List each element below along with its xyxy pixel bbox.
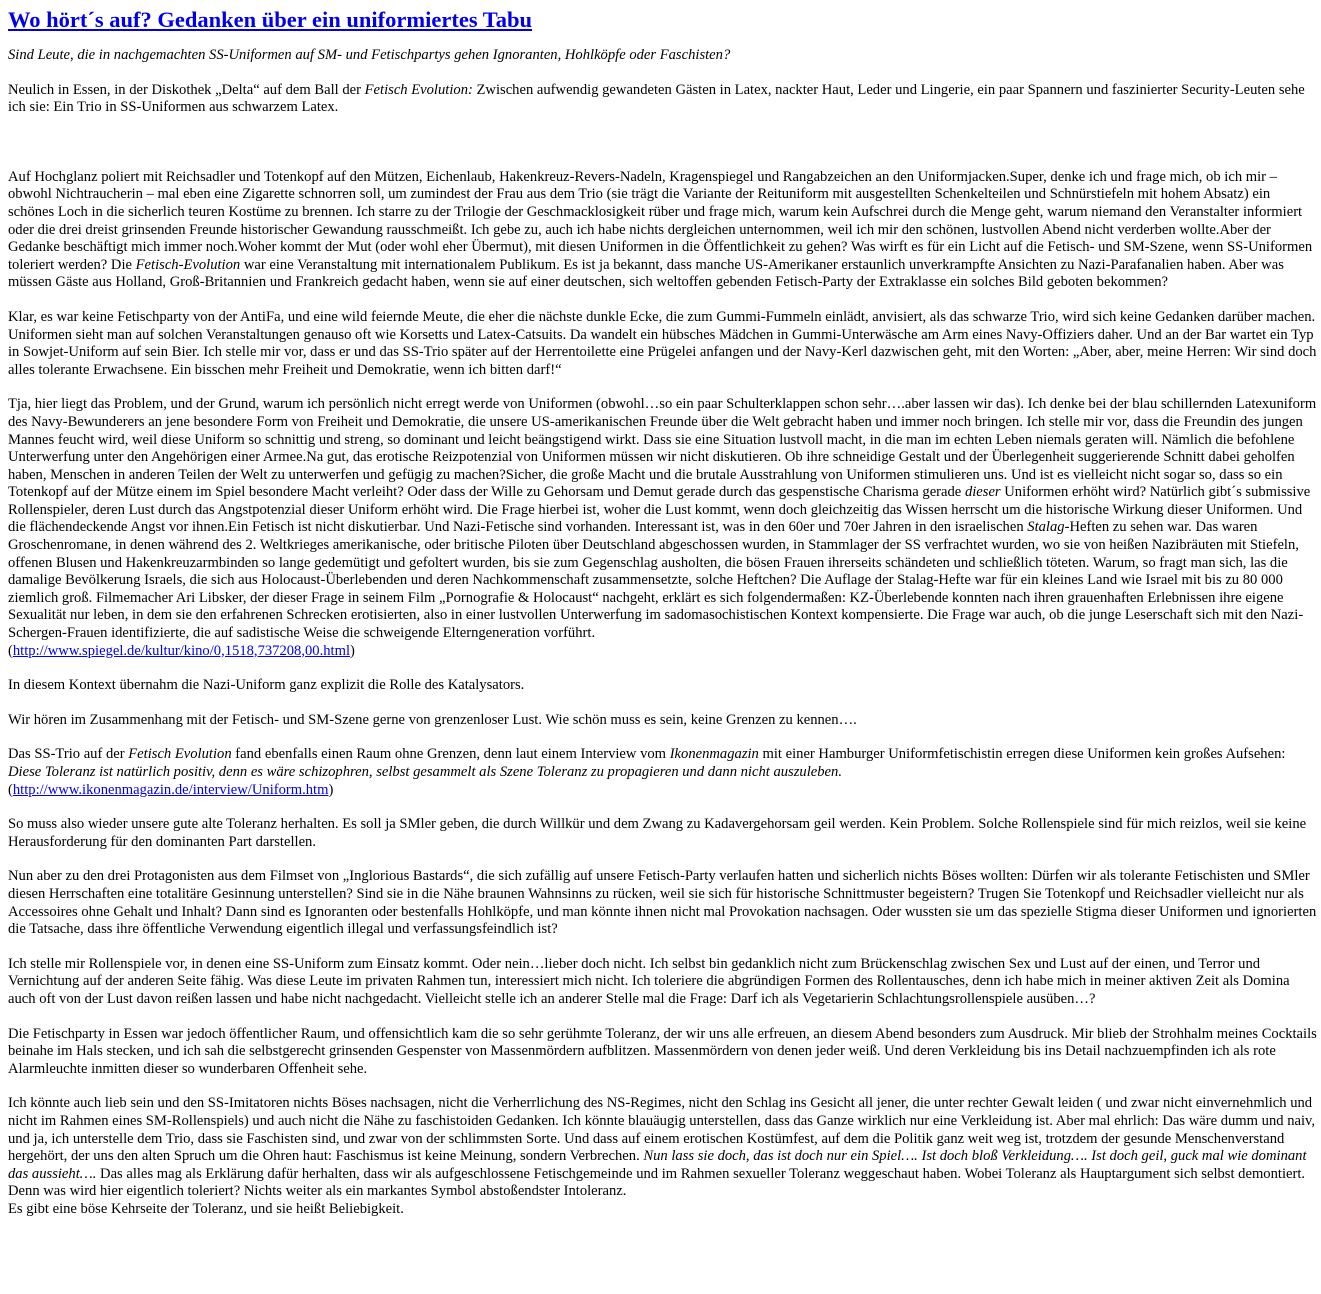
p4-link-open: ( [8,642,13,659]
paragraph-7 [8,746,1317,799]
paragraph-2 [8,169,1317,292]
p12-text-d: Es gibt eine böse Kehrseite der Toleranz, und sie heißt Beliebigkeit. [8,1200,404,1217]
p12-emph-b: Nun lass sie doch, das ist doch nur ein Spiel…. Ist doch bloß Verkleidung…. Ist doch geil, guck mal wie dominant das aussieht…. [8,1148,1307,1182]
ikonenmagazin-source-link[interactable]: http://www.ikonenmagazin.de/interview/Uniform.htm [12,781,329,798]
title-link[interactable]: Wo hört´s auf? Gedanken über ein uniformiertes Tabu [8,7,533,32]
p7-emph-b: Fetisch Evolution [128,746,232,763]
p1-text-c: Zwischen aufwendig gewandeten Gästen in Latex, nackter Haut, Leder und Lingerie, ein paar Spannern und faszinierter Security-Leuten sehe ich sie: Ein Trio in SS-Uniformen aus schwarzem Latex. [8,81,1305,116]
paragraph-5: In diesem Kontext übernahm die Nazi-Uniform ganz explizit die Rolle des Katalysators. [8,677,525,694]
paragraph-10: Ich stelle mir Rollenspiele vor, in denen eine SS-Uniform zum Einsatz kommt. Oder nein…lieber doch nicht. Ich selbst bin gedanklich nicht zum Brückenschlag zwischen Sex und Lust auf der einen, und Terror und Vernichtung auf der anderen Seite fähig. Was diese Leute im privaten Rahmen tun, interessiert mich nicht. Ich toleriere die abgründigen Formen des Rollentausches, denn ich habe mich in meiner aktiven Zeit als Domina auch oft von der Lust davon reißen lassen und habe nicht nachgedacht. Vielleicht stelle ich an anderer Stelle mal die Frage: Darf ich als Vegetarierin Schlachtungsrollenspiele ausüben…? [8,955,1290,1007]
p7-text-a: Das SS-Trio auf der [8,746,129,763]
paragraph-1 [8,82,1317,117]
p7-emph-d: Ikonenmagazin [669,746,759,763]
p7-quote-f: Diese Toleranz ist natürlich positiv, denn es wäre schizophren, selbst gesammelt als Szene Toleranz zu propagieren und dann nicht auszuleben. [8,764,842,780]
paragraph-4 [8,396,1317,660]
paragraph-6: Wir hören im Zusammenhang mit der Fetisch- und SM-Szene gerne von grenzenloser Lust. Wie schön muss es sein, keine Grenzen zu kennen…. [8,711,857,728]
p1-text-a: Neulich in Essen, in der Diskothek „Delta“ auf dem Ball der [8,81,365,98]
p4-text-a: Tja, hier liegt das Problem, und der Grund, warum ich persönlich nicht erregt werde von Uniformen (obwohl…so ein paar Schulterklappen schon sehr….aber lassen wir das). Ich denke bei der blau schillernden Latexuniform des Navy-Bewunderers an jene besondere Form von Freiheit und Demokratie, die unsere US-amerikanischen Freunde über die Welt gebracht haben und immer noch bringen. Ich stelle mir vor, dass die Freundin des jungen Mannes feucht wird, weil diese Uniform so schnittig und streng, so dominant und leicht beängstigend wirkt. Dass sie eine Situation lustvoll macht, in die man im echten Leben niemals geraten will. Nämlich die befohlene Unterwerfung unter den Angehörigen einer Armee.Na gut, das erotische Reizpotenzial von Uniformen müssen wir nicht diskutieren. Ob ihre schneidige Gestalt und der Überlegenheit suggerierende Schnitt dabei geholfen haben, Menschen in anderen Teilen der Welt zu unterwerfen und gefügig zu machen?Sicher, die große Macht und die brutale Ausstrahlung von Uniformen stimulieren uns. Und ist es vielleicht nicht sogar so, dass so ein Totenkopf auf der Mütze einem im Spiel besondere Macht verleiht? Oder dass der Wille zu Gehorsam und Demut gerade durch das gespenstische Charisma gerade [8,396,1317,501]
p4-emph-b: dieser [964,484,1001,501]
p12-text-a: Ich könnte auch lieb sein und den SS-Imitatoren nichts Böses nachsagen, nicht die Verherrlichung des NS-Regimes, nicht den Schlag ins Gesicht all jener, die unter rechter Gewalt leiden ( und zwar nicht einvernehmlich und nicht im Rahmen eines SM-Rollenspiels) und auch nicht die Nähe zu faschistoiden Gedanken. Ich könnte blauäugig unterstellen, dass das Ganze wirklich nur eine Verkleidung ist. Aber mal ehrlich: Das wäre dumm und naiv, und ja, ich unterstelle dem Trio, dass sie Faschisten sind, und zwar von der schlimmsten Sorte. Und dass auf einem erotischen Kostümfest, auf dem die Politik ganz weit weg ist, trotzdem der gesunde Menschenverstand hergehört, der uns den alten Spruch um die Ohren haut: Faschismus ist keine Meinung, sondern Verbrechen. [8,1095,1316,1165]
p7-link-close: ) [328,781,334,798]
page-title [8,6,1317,33]
article-subtitle: Sind Leute, die in nachgemachten SS-Uniformen auf SM- und Fetischpartys gehen Ignoranten, Hohlköpfe oder Faschisten? [8,47,731,63]
paragraph-8: So muss also wieder unsere gute alte Toleranz herhalten. Es soll ja SMler geben, die durch Willkür und dem Zwang zu Kadavergehorsam geil werden. Kein Problem. Solche Rollenspiele sind für mich reizlos, weil sie keine Herausforderung für den dominanten Part darstellen. [8,816,1307,850]
spiegel-source-link[interactable]: http://www.spiegel.de/kultur/kino/0,1518,737208,00.html [12,642,350,659]
paragraph-11: Die Fetischparty in Essen war jedoch öffentlicher Raum, und offensichtlich kam die so sehr gerühmte Toleranz, der wir uns alle erfreuen, an diesem Abend besonders zum Ausdruck. Mir blieb der Strohhalm meines Cocktails beinahe im Hals stecken, und ich sah die selbstgerecht grinsenden Gespenster von Massenmördern aufblitzen. Massenmördern von denen jeder weiß. Und deren Verkleidung bis ins Detail nachzuempfinden ich als rote Alarmleuchte inmitten dieser so wunderbaren Offenheit sehe. [8,1025,1317,1077]
paragraph-9: Nun aber zu den drei Protagonisten aus dem Filmset von „Inglorious Bastards“, die sich zufällig auf unsere Fetisch-Party verlaufen hatten und sicherlich nichts Böses wollten: Dürfen wir als tolerante Fetischisten und SMler diesen Herrschaften eine totalitäre Gesinnung unterstellen? Sind sie in die Nähe braunen Wahnsinns zu rücken, weil sie sich für historische Schnittmuster begeistern? Trugen Sie Totenkopf und Reichsadler vielleicht nur als Accessoires ohne Gehalt und Inhalt? Dann sind es Ignoranten oder bestenfalls Hohlköpfe, und man könnte ihnen nicht mal Provokation nachsagen. Oder wussten sie um das spezielle Stigma dieser Uniformen und ignorierten die Tatsache, dass ihre öffentliche Verwendung eigentlich illegal und verfassungsfeindlich ist? [8,868,1317,938]
p2-emph-b: Fetisch-Evolution [135,256,241,273]
p7-text-e: mit einer Hamburger Uniformfetischistin erregen diese Uniformen kein großes Aufsehen: [758,746,1286,763]
p2-text-a: Auf Hochglanz poliert mit Reichsadler und Totenkopf auf den Mützen, Eichenlaub, Hakenkreuz-Revers-Nadeln, Kragenspiegel und Rangabzeichen an den Uniformjacken.Super, denke ich und frage mich, ob ich mir – obwohl Nichtraucherin – mal eben eine Zigarette schnorren soll, um zumindest der Frau aus dem Trio (sie trägt die Variante der Reituniform mit ausgestellten Schenkelteilen und Schnürstiefeln mit hohem Absatz) ein schönes Loch in die sicherlich teuren Kostüme zu brennen. Ich starre zu der Trilogie der Geschmacklosigkeit rüber und frage mich, warum kein Aufschrei durch die Menge geht, warum niemand den Veranstalter informiert oder die drei dreist grinsenden Freunde historischer Gewandung rausschmeißt. Ich gebe zu, auch ich habe nichts dergleichen unternommen, weil ich mir den schönen, lustvollen Abend nicht verderben wollte.Aber der Gedanke beschäftigt mich immer noch.Woher kommt der Mut (oder wohl eher Übermut), mit diesen Uniformen in die Öffentlichkeit zu gehen? Was wirft es für ein Licht auf die Fetisch- und SM-Szene, wenn SS-Uniformen toleriert werden? Die [8,168,1313,273]
paragraph-12 [8,1095,1317,1218]
p7-link-open: ( [8,781,13,798]
p1-emph-b: Fetisch Evolution: [364,81,473,98]
p7-text-c: fand ebenfalls einen Raum ohne Grenzen, denn laut einem Interview vom [231,746,670,763]
p4-text-c: Uniformen erhöht wird? Natürlich gibt´s submissive Rollenspieler, deren Lust durch das Angstpotenzial dieser Uniform erhöht wird. Die Frage hierbei ist, woher die Lust kommt, wenn doch gleichzeitig das Wissen herrscht um die historische Wirkung dieser Uniformen. Und die flächendeckende Angst vor ihnen.Ein Fetisch ist nicht diskutierbar. Und Nazi-Fetische sind vorhanden. Interessant ist, was in den 60er und 70er Jahren in den israelischen [8,484,1311,536]
p4-emph-d: Stalag [1027,519,1065,536]
p12-text-c: Das alles mag als Erklärung dafür herhalten, dass wir als aufgeschlossene Fetischgemeinde und im Rahmen sexueller Toleranz weggeschaut haben. Wobei Toleranz als Hauptargument sich selbst demontiert. Denn was wird hier eigentlich toleriert? Nichts weiter als ein markantes Symbol abstoßendster Intoleranz. [8,1165,1306,1200]
paragraph-3: Klar, es war keine Fetischparty von der AntiFa, und eine wild feiernde Meute, die eher die nächste dunkle Ecke, die zum Gummi-Fummeln einlädt, anvisiert, als das schwarze Trio, wird sich keine Gedanken darüber machen. Uniformen sieht man auf solchen Veranstaltungen genauso oft wie Korsetts und Latex-Catsuits. Da wandelt ein hübsches Mädchen in Gummi-Unterwäsche am Arm eines Navy-Offiziers daher. Und an der Bar wartet ein Typ in Sowjet-Uniform auf sein Bier. Ich stelle mir vor, dass er und das SS-Trio später auf der Herrentoilette eine Prügelei anfangen und der Navy-Kerl dazwischen geht, mit den Worten: „Aber, aber, meine Herren: Wir sind doch alles tolerante Erwachsene. Ein bisschen mehr Freiheit und Demokratie, wenn ich bitten darf!“ [8,308,1317,378]
p2-text-c: war eine Veranstaltung mit internationalem Publikum. Es ist ja bekannt, dass manche US-Amerikaner erstaunlich unverkrampfte Ansichten zu Nazi-Parafanalien haben. Aber was müssen Gäste aus Holland, Groß-Britannien und Frankreich gedacht haben, wenn sie auf einer deutschen, sich weltoffen gebenden Fetisch-Party der Extraklasse ein solches Bild geboten bekommen? [8,256,1284,291]
p4-text-e: -Heften zu sehen war. Das waren Groschenromane, in denen während des 2. Weltkrieges amerikanische, oder britische Piloten über Deutschland abgeschossen wurden, in Stammlager der SS verfrachtet wurden, wo sie von heißen Nazibräuten mit Stiefeln, offenen Blusen und Hakenkreuzarmbinden so lange gedemütigt und gefoltert wurden, bis sie zum Gegenschlag ausholten, die bösen Frauen ihrerseits schändeten und schließlich töteten. Warum, so fragt man sich, las die damalige Bevölkerung Israels, die sich aus Holocaust-Überlebenden und deren Nachkommenschaft zusammensetzte, solche Heftchen? Die Auflage der Stalag-Hefte war für ein kleines Land wie Israel mit bis zu 80 000 ziemlich groß. Filmemacher Ari Libsker, der dieser Frage in seinem Film „Pornografie & Holocaust“ nachgeht, erklärt es sich folgendermaßen: KZ-Überlebende konnten nach ihren grauenhaften Erlebnissen ihre eigene Sexualität nur leben, in dem sie den erfahrenen Schrecken erotisierten, also in einer lustvollen Unterwerfung im sadomasochistischen Kontext kompensierte. Die Frage war auch, ob die junge Leserschaft sich mit den Nazi-Schergen-Frauen identifizierte, die auf sadistische Weise die schweigende Elterngeneration vorführt. [8,519,1304,642]
p4-link-close: ) [350,642,355,659]
